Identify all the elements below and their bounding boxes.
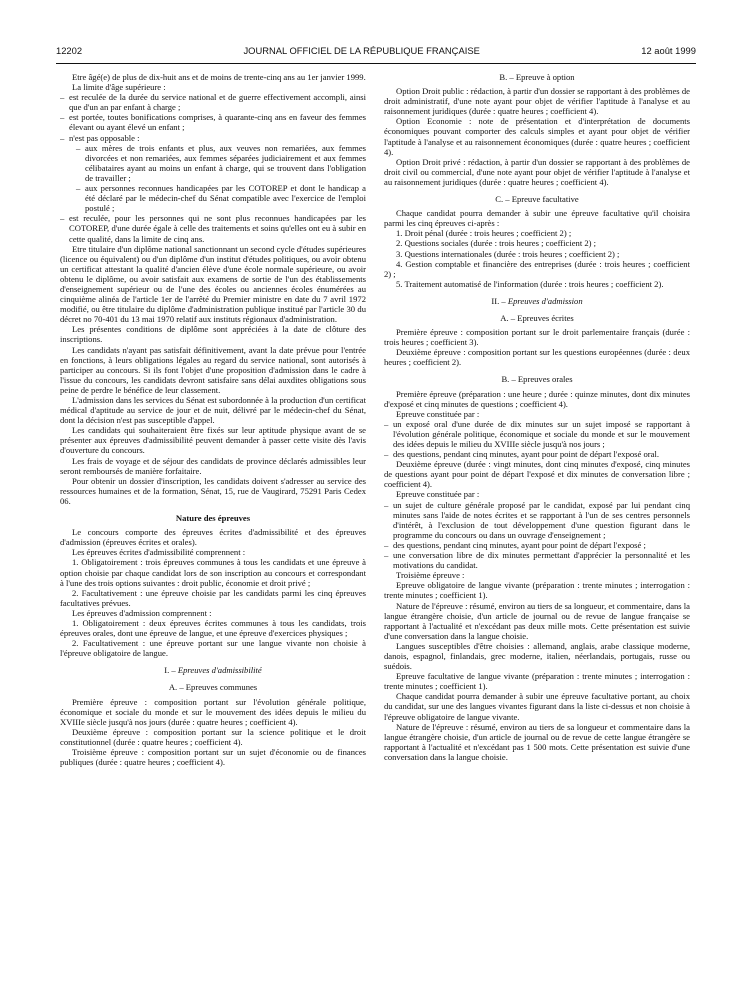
paragraph-obligatoirement-2: 1. Obligatoirement : deux épreuves écrites communes à tous les candidats, trois épreuves orales, dont une épreuve de langue, et une épreuve d'exercices physiques ; [60,617,366,639]
paragraph-ecrites: Les épreuves écrites d'admissibilité comprennent : [72,547,246,558]
paragraph-facultativement-2: 2. Facultativement : une épreuve portant sur une langue vivante non choisie à l'épreuve obligatoire de langue. [60,638,366,659]
right-column [384,72,690,977]
list-item-text: n'est pas opposable : [69,132,140,143]
heading-epreuves-ecrites: A. – Epreuves écrites [500,312,574,323]
page-number: 12202 [56,45,83,56]
list-item: 4. Gestion comptable et financière des entreprises (durée : trois heures ; coefficient 2) ; [384,258,690,279]
paragraph-aptitude: Les candidats qui souhaiteraient être fixés sur leur aptitude physique avant de se présenter aux épreuves d'admissibilité peuvent demander à passer cette visite dès l'avis d'ouverture du concours. [60,425,366,456]
paragraph-conditions: Les présentes conditions de diplôme sont appréciées à la date de clôture des inscriptions. [60,324,366,345]
paragraph-age: Etre âgé(e) de plus de dix-huit ans et de moins de trente-cinq ans au 1er janvier 1999. [72,72,366,82]
header-rule [56,63,696,64]
heading-title: Epreuves d'admissibilité [177,665,262,676]
issue-date: 12 août 1999 [641,45,696,56]
paragraph-premiere-epreuve-orale: Première épreuve (préparation : une heure ; durée : quinze minutes, dont dix minutes d'exposé et cinq minutes de questions ; coefficient 4). [384,388,690,409]
paragraph-premiere-epreuve-admission: Première épreuve : composition portant sur le droit parlementaire français (durée : trois heures ; coefficient 3). [384,327,690,348]
list-item: 1. Droit pénal (durée : trois heures ; coefficient 2) ; [396,228,572,239]
paragraph-admission-comprennent: Les épreuves d'admission comprennent : [72,607,212,618]
paragraph-concours: Le concours comporte des épreuves écrites d'admissibilité et des épreuves d'admission (épreuves écrites et orales). [60,527,366,548]
limite-list [60,92,366,243]
list-item: – une conversation libre de dix minutes permettant d'apprécier la personnalité et les motivations du candidat. [384,550,690,570]
paragraph-langue-facultative: Epreuve facultative de langue vivante (préparation : trente minutes ; interrogation : trente minutes ; coefficient 1). [384,671,690,692]
list-item [60,133,366,214]
paragraph-deuxieme-epreuve-orale: Deuxième épreuve (durée : vingt minutes, dont cinq minutes d'exposé, cinq minutes de questions ayant pour point de départ l'exposé et dix minutes de conversation libre ; coefficient 4). [384,459,690,490]
paragraph-langue-obligatoire: Epreuve obligatoire de langue vivante (préparation : trente minutes ; interrogation : trente minutes ; coefficient 1). [384,580,690,601]
heading-nature-epreuves: Nature des épreuves [175,513,251,524]
oral-1-list [384,419,690,459]
list-item: – est portée, toutes bonifications comprises, à quarante-cinq ans en faveur des femmes élevant ou ayant élevé un enfant ; [60,112,366,132]
paragraph-limite: La limite d'âge supérieure : [72,82,166,93]
paragraph-premiere-epreuve: Première épreuve : composition portant sur l'évolution générale politique, économique et sociale du monde et sur le mouvement des idées depuis le milieu du XVIIIe siècle jusqu'à nos jours (durée : quatre heures ; coefficient 4). [60,696,366,727]
paragraph-langues: Langues susceptibles d'être choisies : allemand, anglais, arabe classique moderne, danois, espagnol, finlandais, grec moderne, italien, néerlandais, portugais, russe ou suédois. [384,640,690,672]
paragraph-dossier: Pour obtenir un dossier d'inscription, les candidats doivent s'adresser au service des ressources humaines et de la formation, Sénat, 15, rue de Vaugirard, 75291 Paris Cedex 06. [60,475,366,506]
sub-list [76,143,366,214]
list-item: 5. Traitement automatisé de l'information (durée : trois heures ; coefficient 2). [396,278,664,289]
paragraph-epreuve-constituee-1: Epreuve constituée par : [396,408,480,419]
paragraph-option-droit-prive: Option Droit privé : rédaction, à partir d'un dossier se rapportant à des problèmes de droit civil ou commercial, d'une note ayant pour objet de vérifier l'aptitude à l'analyse et au raisonnement juridiques (durée : quatre heures ; coefficient 4). [384,156,690,187]
list-item: – un exposé oral d'une durée de dix minutes sur un sujet imposé se rapportant à l'évolution générale politique, économique et sociale du monde et sur le mouvement des idées depuis le milieu du XVIIIe siècle jusqu'à nos jours ; [384,419,690,449]
list-item: – un sujet de culture générale proposé par le candidat, exposé par lui pendant cinq minutes sans l'aide de notes écrites et se rapportant à l'un de ses centres personnels d'intérêt, à l'exclusion de tout développement d'une question figurant dans le programme du concours ou dans un ouvrage d'enseignement ; [384,500,690,540]
paragraph-troisieme-epreuve-orale: Troisième épreuve : [396,570,465,581]
paragraph-titulaire: Etre titulaire d'un diplôme national sanctionnant un second cycle d'études supérieures (licence ou équivalent) ou d'un diplôme d'un institut d'études politiques, ou avoir obtenu un certificat attestant la qualité d'ancien élève d'une école normale supérieure, ou avoir obtenu le diplôme, ou avoir satisfait aux examens de sortie de l'un des établissements d'enseignement supérieur ou de l'une des écoles ou anciennes écoles énumérées au cinquième alinéa de l'article 1er de l'arrêté du Premier ministre en date du 7 avril 1972 modifié, ou être titulaire du diplôme d'administration publique institué par l'article 30 du décret no 70-401 du 13 mai 1970 relatif aux instituts régionaux d'administration. [60,243,366,325]
paragraph-deuxieme-epreuve: Deuxième épreuve : composition portant sur la science politique et le droit constitutionnel (durée : quatre heures ; coefficient 4). [60,726,366,747]
heading-epreuves-orales: B. – Epreuves orales [501,374,573,385]
paragraph-chaque-candidat: Chaque candidat pourra demander à subir une épreuve facultative qu'il choisira parmi les cinq épreuves ci-après : [384,208,690,229]
paragraph-chaque-candidat-2: Chaque candidat pourra demander à subir une épreuve facultative portant, au choix du candidat, sur une des langues vivantes figurant dans la liste ci-dessus et non choisie à l'épreuve obligatoire de langue vivante. [384,691,690,722]
heading-number: II. – [491,295,508,306]
heading-epreuve-option: B. – Epreuve à option [499,72,575,82]
heading-title: Epreuves d'admission [507,295,583,306]
list-item: – aux mères de trois enfants et plus, aux veuves non remariées, aux femmes divorcées et non remariées, aux femmes séparées judiciairement et aux femmes célibataires ayant au moins un enfant à charge, qui se trouvent dans l'obligation de travailler ; [76,143,366,183]
list-item: 2. Questions sociales (durée : trois heures ; coefficient 2) ; [396,238,597,249]
left-column [60,72,366,977]
paragraph-nature-epreuve-2: Nature de l'épreuve : résumé, environ au tiers de sa longueur et commentaire dans la langue étrangère choisie, d'un article de journal ou de revue de cette langue étrangère se rapportant à l'actualité et n'excédant pas 1 500 mots. Cette présentation est suivie d'une conversation dans la langue choisie. [384,721,690,762]
heading-admissibilite [60,665,366,675]
paragraph-frais: Les frais de voyage et de séjour des candidats de province déclarés admissibles leur seront remboursés de manière forfaitaire. [60,455,366,476]
list-item: 3. Questions internationales (durée : trois heures ; coefficient 2) ; [396,248,620,259]
heading-admission [384,296,690,306]
paragraph-nature-epreuve-1: Nature de l'épreuve : résumé, environ au tiers de sa longueur, et commentaire, dans la langue étrangère choisie, d'un article de journal ou de revue de langue française se rapportant à l'actualité et n'excédant pas deux mille mots. Cette présentation est suivie d'une conversation dans la langue choisie. [384,600,690,641]
paragraph-deuxieme-epreuve-admission: Deuxième épreuve : composition portant sur les questions européennes (durée : deux heures ; coefficient 2). [384,347,690,368]
list-item: – est reculée de la durée du service national et de guerre effectivement accompli, ainsi que d'un an par enfant à charge ; [60,92,366,112]
paragraph-facultativement-1: 2. Facultativement : une épreuve choisie par les candidats parmi les cinq épreuves facultatives prévues. [60,587,366,608]
journal-title: JOURNAL OFFICIEL DE LA RÉPUBLIQUE FRANÇAISE [243,45,480,56]
paragraph-option-economie: Option Economie : note de présentation et d'interprétation de documents économiques pouvant comporter des calculs simples et ayant pour objet de vérifier l'aptitude à l'analyse et au raisonnement économiques (durée : quatre heures ; coefficient 4). [384,116,690,157]
page-header [56,46,696,60]
list-item: – des questions, pendant cinq minutes, ayant pour point de départ l'exposé ; [384,540,690,550]
heading-epreuve-facultative: C. – Epreuve facultative [495,194,579,205]
heading-number: I. – [164,665,178,676]
paragraph-option-droit-public: Option Droit public : rédaction, à partir d'un dossier se rapportant à des problèmes de droit administratif, d'une note ayant pour objet de vérifier l'aptitude à l'analyse et au raisonnement juridiques (durée : quatre heures ; coefficient 4). [384,86,690,117]
oral-2-list [384,500,690,571]
paragraph-troisieme-epreuve: Troisième épreuve : composition portant sur un sujet d'économie ou de finances publiques (durée : quatre heures ; coefficient 4). [60,747,366,768]
list-item: – aux personnes reconnues handicapées par les COTOREP et dont le handicap a été déclaré par le médecin-chef du Sénat compatible avec l'exercice de l'emploi postulé ; [76,183,366,213]
paragraph-candidats: Les candidats n'ayant pas satisfait définitivement, avant la date prévue pour l'entrée en fonctions, à leurs obligations légales au regard du service national, sont autorisés à participer au concours. Si ils font l'objet d'une proposition d'admission dans le cadre à l'issue du concours, les candidats devront satisfaire sans délai auxdites obligations sous peine de perdre le bénéfice de leur classement. [60,344,366,395]
list-item: – est reculée, pour les personnes qui ne sont plus reconnues handicapées par les COTOREP, d'une durée égale à celle des traitements et soins qu'elles ont eu à subir en cette qualité, dans la limite de cinq ans. [60,213,366,243]
paragraph-epreuve-constituee-2: Epreuve constituée par : [396,489,480,500]
paragraph-admission: L'admission dans les services du Sénat est subordonnée à la production d'un certificat médical d'aptitude au service de jour et de nuit, délivré par le médecin-chef du Sénat, dont la décision n'est pas susceptible d'appel. [60,395,366,426]
list-item: – des questions, pendant cinq minutes, ayant pour point de départ l'exposé oral. [384,449,690,459]
paragraph-obligatoirement-1: 1. Obligatoirement : trois épreuves communes à tous les candidats et une épreuve à option choisie par chaque candidat lors de son inscription au concours et correspondant à l'une des trois options suivantes : droit public, économie et droit privé ; [60,557,366,588]
heading-epreuves-communes: A. – Epreuves communes [168,682,258,693]
